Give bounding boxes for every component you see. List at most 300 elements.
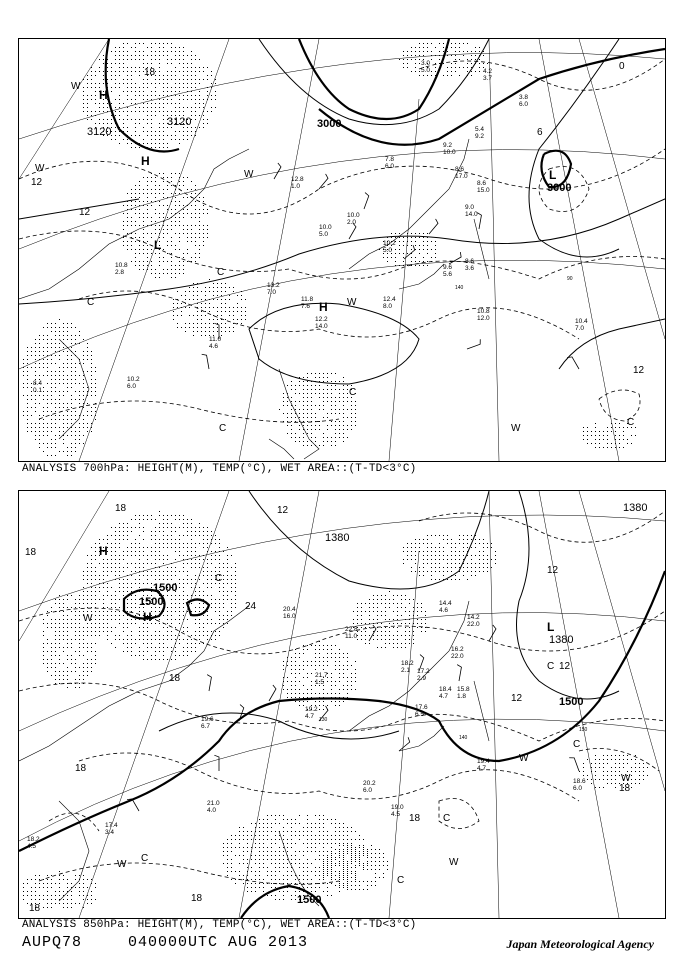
wet-dot <box>155 143 156 144</box>
wet-dot <box>131 563 132 564</box>
wet-dot <box>287 693 288 694</box>
wet-dot <box>207 79 208 80</box>
station-temp: 20.4 <box>283 606 296 613</box>
wet-dot <box>119 55 120 56</box>
wet-dot <box>471 59 472 60</box>
wet-dot <box>447 67 448 68</box>
wet-dot <box>425 623 426 624</box>
wet-dot <box>323 827 324 828</box>
wet-dot <box>255 847 256 848</box>
wet-dot <box>115 595 116 596</box>
wet-dot <box>135 119 136 120</box>
wet-dot <box>319 701 320 702</box>
wet-dot <box>67 639 68 640</box>
wet-dot <box>203 547 204 548</box>
wet-dot <box>201 311 202 312</box>
wet-dot <box>215 535 216 536</box>
wet-dot <box>143 193 144 194</box>
wet-dot <box>323 701 324 702</box>
wet-dot <box>227 847 228 848</box>
station-dewpoint-depression: 5.0 <box>319 231 329 238</box>
wet-dot <box>487 543 488 544</box>
wet-dot <box>393 627 394 628</box>
wet-dot <box>171 253 172 254</box>
wet-dot <box>71 639 72 640</box>
wet-dot <box>159 571 160 572</box>
wet-dot <box>603 439 604 440</box>
wet-dot <box>185 299 186 300</box>
wet-dot <box>27 399 28 400</box>
wet-dot <box>83 575 84 576</box>
wet-dot <box>323 389 324 390</box>
wet-dot <box>131 643 132 644</box>
wet-dot <box>315 669 316 670</box>
wet-dot <box>413 639 414 640</box>
wet-dot <box>399 237 400 238</box>
wet-dot <box>103 631 104 632</box>
wet-dot <box>319 405 320 406</box>
wet-dot <box>343 839 344 840</box>
wet-dot <box>177 303 178 304</box>
wet-dot <box>491 543 492 544</box>
wet-dot <box>67 627 68 628</box>
wet-dot <box>479 51 480 52</box>
wet-dot <box>323 393 324 394</box>
wet-dot <box>31 895 32 896</box>
wet-dot <box>487 571 488 572</box>
wet-dot <box>219 563 220 564</box>
wet-dot <box>279 835 280 836</box>
wet-dot <box>295 421 296 422</box>
wet-dot <box>283 867 284 868</box>
high-center-marker: H <box>143 610 152 624</box>
wet-dot <box>389 627 390 628</box>
wet-dot <box>59 419 60 420</box>
station-dewpoint-depression: 1.5 <box>315 679 325 686</box>
wet-dot <box>361 603 362 604</box>
wet-dot <box>171 135 172 136</box>
wet-dot <box>209 287 210 288</box>
wet-dot <box>303 445 304 446</box>
wet-dot <box>189 315 190 316</box>
wet-dot <box>451 547 452 548</box>
wet-dot <box>83 603 84 604</box>
wet-dot <box>213 299 214 300</box>
wet-dot <box>291 823 292 824</box>
wet-dot <box>611 771 612 772</box>
wet-dot <box>91 391 92 392</box>
wet-dot <box>627 759 628 760</box>
wet-dot <box>343 867 344 868</box>
wet-dot <box>39 439 40 440</box>
degree-labels <box>455 276 573 291</box>
wet-dot <box>331 859 332 860</box>
wet-dot <box>287 839 288 840</box>
wet-dot <box>611 431 612 432</box>
temp-label: W <box>519 753 529 764</box>
wet-dot <box>107 559 108 560</box>
wet-dot <box>55 663 56 664</box>
wet-dot <box>163 269 164 270</box>
wet-dot <box>51 343 52 344</box>
wet-dot <box>79 619 80 620</box>
wet-dot <box>39 899 40 900</box>
agency-name: Japan Meteorological Agency <box>506 937 654 951</box>
wet-dot <box>155 563 156 564</box>
wet-dot <box>35 363 36 364</box>
wet-dot <box>215 639 216 640</box>
wet-dot <box>327 859 328 860</box>
wet-dot <box>163 75 164 76</box>
wet-dot <box>27 371 28 372</box>
wet-dot <box>291 665 292 666</box>
wet-dot <box>367 849 368 850</box>
wet-dot <box>175 551 176 552</box>
wet-dot <box>587 439 588 440</box>
wet-dot <box>643 767 644 768</box>
wet-dot <box>199 213 200 214</box>
wet-dot <box>155 543 156 544</box>
wet-dot <box>283 689 284 690</box>
wet-dot <box>393 647 394 648</box>
station-dewpoint-depression: 14.0 <box>315 323 328 330</box>
wet-dot <box>377 639 378 640</box>
wet-dot <box>367 889 368 890</box>
wet-dot <box>307 417 308 418</box>
wet-dot <box>191 547 192 548</box>
wet-dot <box>251 871 252 872</box>
wet-dot <box>83 571 84 572</box>
temp-label: 18 <box>115 503 127 514</box>
wet-dot <box>143 63 144 64</box>
wet-dot <box>123 119 124 120</box>
height-contours-bold <box>19 571 665 918</box>
wet-dot <box>419 47 420 48</box>
wet-dot <box>377 607 378 608</box>
wet-dot <box>47 903 48 904</box>
wet-dot <box>195 257 196 258</box>
wet-dot <box>147 249 148 250</box>
wet-dot <box>47 359 48 360</box>
wet-dot <box>331 835 332 836</box>
wet-dot <box>51 323 52 324</box>
high-center-marker: H <box>99 88 108 102</box>
wet-dot <box>91 891 92 892</box>
wet-dot <box>231 599 232 600</box>
wet-dot <box>75 627 76 628</box>
wet-dot <box>315 847 316 848</box>
wet-dot <box>403 63 404 64</box>
wet-dot <box>201 315 202 316</box>
wet-dot <box>95 95 96 96</box>
wet-dot <box>199 527 200 528</box>
wet-dot <box>195 567 196 568</box>
wet-dot <box>135 583 136 584</box>
wet-dot <box>443 571 444 572</box>
wet-dot <box>405 639 406 640</box>
wet-dot <box>363 881 364 882</box>
wet-dot <box>311 405 312 406</box>
wet-dot <box>171 63 172 64</box>
wet-dot <box>451 555 452 556</box>
wet-dot <box>287 863 288 864</box>
wet-dot <box>267 827 268 828</box>
wet-dot <box>119 87 120 88</box>
wet-dot <box>623 447 624 448</box>
wet-dot <box>203 107 204 108</box>
wet-dot <box>183 59 184 60</box>
wet-dot <box>123 205 124 206</box>
wet-dot <box>603 447 604 448</box>
wet-dot <box>55 375 56 376</box>
wet-dot <box>411 233 412 234</box>
wet-dot <box>331 445 332 446</box>
wet-dot <box>217 283 218 284</box>
wet-dot <box>203 209 204 210</box>
wet-dot <box>251 887 252 888</box>
wet-dot <box>175 519 176 520</box>
wet-dot <box>175 221 176 222</box>
wet-dot <box>79 375 80 376</box>
wet-dot <box>409 599 410 600</box>
wet-dot <box>423 261 424 262</box>
wet-dot <box>151 123 152 124</box>
wet-dot <box>191 647 192 648</box>
wet-dot <box>323 665 324 666</box>
temp-label: C <box>627 417 635 428</box>
wet-dot <box>407 55 408 56</box>
wet-dot <box>43 435 44 436</box>
wet-dot <box>291 895 292 896</box>
wet-dot <box>259 827 260 828</box>
wet-dot <box>227 547 228 548</box>
wet-dot <box>199 221 200 222</box>
wet-dot <box>135 527 136 528</box>
wet-dot <box>267 847 268 848</box>
wet-dot <box>467 579 468 580</box>
wet-dot <box>71 415 72 416</box>
wet-dot <box>283 665 284 666</box>
wet-dot <box>479 571 480 572</box>
wet-dot <box>339 839 340 840</box>
wet-dot <box>323 865 324 866</box>
wet-dot <box>39 447 40 448</box>
station-temp: 19.0 <box>391 804 404 811</box>
wet-dot <box>315 701 316 702</box>
wet-dot <box>635 759 636 760</box>
wet-dot <box>603 759 604 760</box>
wet-dot <box>75 399 76 400</box>
wet-dot <box>275 851 276 852</box>
wet-dot <box>435 71 436 72</box>
wet-dot <box>71 411 72 412</box>
wet-dot <box>339 857 340 858</box>
wet-dot <box>163 213 164 214</box>
wet-dot <box>295 819 296 820</box>
wet-dot <box>123 225 124 226</box>
wet-dot <box>311 445 312 446</box>
station-temp: 15.8 <box>457 686 470 693</box>
wet-dot <box>167 205 168 206</box>
wet-dot <box>213 331 214 332</box>
wet-dot <box>223 567 224 568</box>
wet-dot <box>423 551 424 552</box>
wet-dot <box>27 895 28 896</box>
wet-dot <box>463 55 464 56</box>
wet-dot <box>611 779 612 780</box>
wet-dot <box>395 249 396 250</box>
wet-dot <box>87 347 88 348</box>
wet-dot <box>139 611 140 612</box>
wet-dot <box>51 623 52 624</box>
wet-dot <box>135 111 136 112</box>
wet-dot <box>385 619 386 620</box>
wet-dot <box>409 639 410 640</box>
wet-dot <box>355 681 356 682</box>
wet-dot <box>67 635 68 636</box>
wet-dot <box>323 669 324 670</box>
wet-dot <box>423 539 424 540</box>
wet-dot <box>83 611 84 612</box>
wet-dot <box>311 385 312 386</box>
wet-dot <box>67 675 68 676</box>
wind-barb <box>567 357 579 369</box>
wet-dot <box>291 389 292 390</box>
wet-dot <box>191 55 192 56</box>
wet-dot <box>171 527 172 528</box>
wet-dot <box>275 871 276 872</box>
wet-dot <box>131 603 132 604</box>
wet-dot <box>119 67 120 68</box>
wet-dot <box>139 91 140 92</box>
wet-dot <box>335 421 336 422</box>
wet-dot <box>151 655 152 656</box>
wet-dot <box>91 583 92 584</box>
wet-dot <box>71 595 72 596</box>
wet-dot <box>223 607 224 608</box>
wet-dot <box>167 83 168 84</box>
wet-dot <box>163 257 164 258</box>
wet-dot <box>295 409 296 410</box>
wet-dot <box>207 567 208 568</box>
wet-dot <box>397 623 398 624</box>
wet-dot <box>361 639 362 640</box>
wet-dot <box>191 241 192 242</box>
wet-dot <box>219 567 220 568</box>
wet-dot <box>127 535 128 536</box>
wet-dot <box>75 431 76 432</box>
wet-dot <box>439 51 440 52</box>
wet-dot <box>115 71 116 72</box>
wet-dot <box>431 59 432 60</box>
wet-dot <box>75 635 76 636</box>
wet-dot <box>175 75 176 76</box>
wet-dot <box>107 535 108 536</box>
wet-dot <box>385 647 386 648</box>
wet-dot <box>327 389 328 390</box>
wet-dot <box>183 603 184 604</box>
wet-dot <box>195 623 196 624</box>
wet-dot <box>241 319 242 320</box>
wet-dot <box>291 871 292 872</box>
wet-dot <box>67 447 68 448</box>
wet-dot <box>159 63 160 64</box>
wet-dot <box>163 95 164 96</box>
wet-dot <box>327 891 328 892</box>
wet-dot <box>403 253 404 254</box>
wet-dot <box>179 273 180 274</box>
wet-dot <box>363 853 364 854</box>
wet-dot <box>87 371 88 372</box>
wet-dot <box>411 261 412 262</box>
wet-dot <box>147 635 148 636</box>
wet-dot <box>607 427 608 428</box>
wet-dot <box>627 771 628 772</box>
wet-dot <box>183 209 184 210</box>
wet-dot <box>387 861 388 862</box>
station-dewpoint-depression: 16.0 <box>283 613 296 620</box>
wet-dot <box>231 567 232 568</box>
wet-dot <box>229 331 230 332</box>
wet-dot <box>159 143 160 144</box>
wet-dot <box>421 631 422 632</box>
wet-dot <box>243 883 244 884</box>
wet-dot <box>347 883 348 884</box>
wet-dot <box>183 543 184 544</box>
wet-dot <box>223 575 224 576</box>
wet-dot <box>405 647 406 648</box>
wet-dot <box>291 855 292 856</box>
wet-dot <box>363 855 364 856</box>
wet-dot <box>287 397 288 398</box>
wet-dot <box>79 363 80 364</box>
wet-dot <box>211 599 212 600</box>
wet-dot <box>79 639 80 640</box>
wet-dot <box>99 611 100 612</box>
wet-dot <box>323 815 324 816</box>
wet-dot <box>55 339 56 340</box>
wet-dot <box>55 331 56 332</box>
wet-dot <box>159 531 160 532</box>
wet-dot <box>75 383 76 384</box>
wet-dot <box>389 639 390 640</box>
wet-dot <box>55 883 56 884</box>
wet-dot <box>351 849 352 850</box>
wet-dot <box>371 869 372 870</box>
wet-dot <box>167 659 168 660</box>
wet-dot <box>183 177 184 178</box>
wind-barb <box>207 675 211 691</box>
wet-dot <box>183 535 184 536</box>
wet-dot <box>327 863 328 864</box>
wet-dot <box>27 363 28 364</box>
wet-dot <box>389 591 390 592</box>
wet-dot <box>315 887 316 888</box>
wet-dot <box>443 555 444 556</box>
wet-dot <box>55 675 56 676</box>
wet-dot <box>231 843 232 844</box>
wet-dot <box>315 373 316 374</box>
wet-dot <box>111 139 112 140</box>
wet-dot <box>267 815 268 816</box>
wet-dot <box>231 575 232 576</box>
wet-dot <box>195 563 196 564</box>
wet-dot <box>115 543 116 544</box>
wet-dot <box>187 619 188 620</box>
wet-dot <box>343 393 344 394</box>
wet-dot <box>359 881 360 882</box>
wet-dot <box>401 615 402 616</box>
